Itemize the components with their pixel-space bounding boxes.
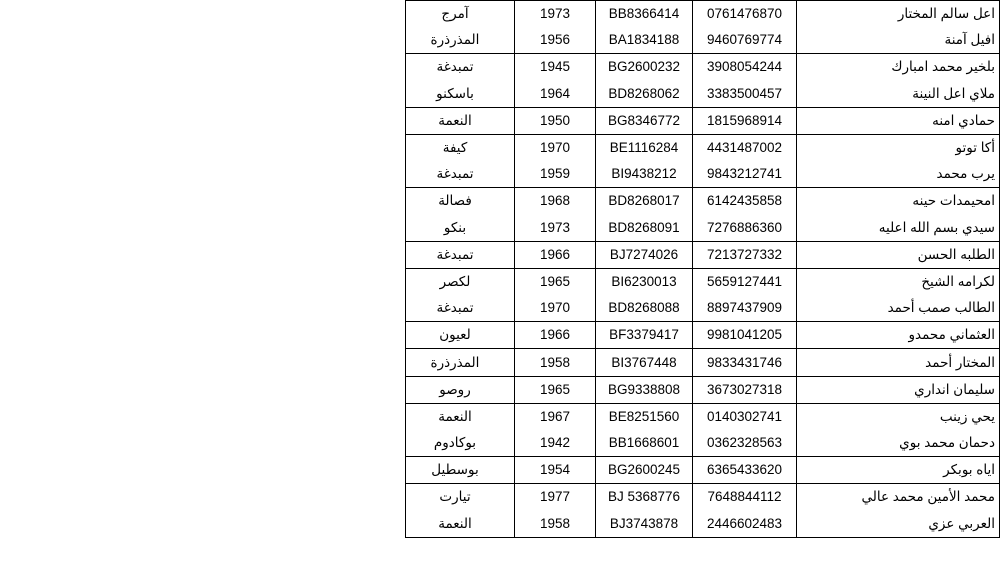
birth-year-cell[interactable]: 1977 [515,484,596,511]
national-id-cell[interactable]: 7648844112 [693,484,797,511]
national-id-cell[interactable]: 4431487002 [693,134,797,161]
birth-year-cell[interactable]: 1970 [515,134,596,161]
city-cell[interactable]: لكصر [406,268,515,295]
passport-number-cell[interactable]: BI3767448 [596,349,693,376]
pilgrims-table [405,0,1000,538]
full-name-cell[interactable]: أكا توتو [797,134,1000,161]
passport-number-cell[interactable]: BF3379417 [596,322,693,349]
table-row [406,295,1000,322]
national-id-cell[interactable]: 7276886360 [693,215,797,242]
passport-number-cell[interactable]: BE1116284 [596,134,693,161]
passport-number-cell[interactable]: BG2600232 [596,54,693,81]
birth-year-cell[interactable]: 1945 [515,54,596,81]
city-cell[interactable]: روصو [406,376,515,403]
table-row [406,241,1000,268]
passport-number-cell[interactable]: BA1834188 [596,27,693,54]
city-cell[interactable]: تيارت [406,484,515,511]
passport-number-cell[interactable]: BD8268062 [596,81,693,108]
city-cell[interactable]: بوكادوم [406,430,515,457]
passport-number-cell[interactable]: BB1668601 [596,430,693,457]
full-name-cell[interactable]: افيل آمنة [797,27,1000,54]
national-id-cell[interactable]: 9460769774 [693,27,797,54]
city-cell[interactable]: كيفة [406,134,515,161]
passport-number-cell[interactable]: BG2600245 [596,457,693,484]
national-id-cell[interactable]: 6142435858 [693,188,797,215]
national-id-cell[interactable]: 2446602483 [693,511,797,538]
city-cell[interactable]: النعمة [406,403,515,430]
table-row [406,54,1000,81]
table-row [406,161,1000,188]
full-name-cell[interactable]: العثماني محمدو [797,322,1000,349]
birth-year-cell[interactable]: 1954 [515,457,596,484]
birth-year-cell[interactable]: 1968 [515,188,596,215]
birth-year-cell[interactable]: 1950 [515,107,596,134]
table-body [406,1,1000,538]
table-row [406,349,1000,376]
full-name-cell[interactable]: الطالب صمب أحمد [797,295,1000,322]
full-name-cell[interactable]: يرب محمد [797,161,1000,188]
national-id-cell[interactable]: 3908054244 [693,54,797,81]
full-name-cell[interactable]: سليمان انداري [797,376,1000,403]
passport-number-cell[interactable]: BJ3743878 [596,511,693,538]
passport-number-cell[interactable]: BJ7274026 [596,241,693,268]
full-name-cell[interactable]: الطلبه الحسن [797,241,1000,268]
passport-number-cell[interactable]: BJ 5368776 [596,484,693,511]
table-row [406,457,1000,484]
national-id-cell[interactable]: 0140302741 [693,403,797,430]
table-row [406,430,1000,457]
city-cell[interactable]: تمبدغة [406,161,515,188]
table-row [406,511,1000,538]
city-cell[interactable]: المذرذرة [406,349,515,376]
table-row [406,134,1000,161]
city-cell[interactable]: لعيون [406,322,515,349]
national-id-cell[interactable]: 3673027318 [693,376,797,403]
birth-year-cell[interactable]: 1973 [515,215,596,242]
birth-year-cell[interactable]: 1956 [515,27,596,54]
birth-year-cell[interactable]: 1958 [515,511,596,538]
birth-year-cell[interactable]: 1958 [515,349,596,376]
birth-year-cell[interactable]: 1942 [515,430,596,457]
birth-year-cell[interactable]: 1966 [515,241,596,268]
passport-number-cell[interactable]: BI6230013 [596,268,693,295]
table-row [406,188,1000,215]
national-id-cell[interactable]: 3383500457 [693,81,797,108]
passport-number-cell[interactable]: BD8268091 [596,215,693,242]
table-row [406,27,1000,54]
full-name-cell[interactable]: امحيمدات حينه [797,188,1000,215]
national-id-cell[interactable]: 9833431746 [693,349,797,376]
national-id-cell[interactable]: 9981041205 [693,322,797,349]
full-name-cell[interactable]: المختار أحمد [797,349,1000,376]
national-id-cell[interactable]: 7213727332 [693,241,797,268]
national-id-cell[interactable]: 5659127441 [693,268,797,295]
full-name-cell[interactable]: بلخير محمد امبارك [797,54,1000,81]
table-row [406,322,1000,349]
national-id-cell[interactable]: 6365433620 [693,457,797,484]
city-cell[interactable]: آمرج [406,1,515,28]
passport-number-cell[interactable]: BI9438212 [596,161,693,188]
city-cell[interactable]: تمبدغة [406,241,515,268]
city-cell[interactable]: تمبدغة [406,295,515,322]
table-row [406,81,1000,108]
national-id-cell[interactable]: 9843212741 [693,161,797,188]
city-cell[interactable]: النعمة [406,511,515,538]
birth-year-cell[interactable]: 1965 [515,376,596,403]
birth-year-cell[interactable]: 1959 [515,161,596,188]
city-cell[interactable]: تمبدغة [406,54,515,81]
table-row [406,268,1000,295]
table-row [406,403,1000,430]
full-name-cell[interactable]: العربي عزي [797,511,1000,538]
national-id-cell[interactable]: 0761476870 [693,1,797,28]
full-name-cell[interactable]: حمادي امنه [797,107,1000,134]
city-cell[interactable]: المذرذرة [406,27,515,54]
passport-number-cell[interactable]: BE8251560 [596,403,693,430]
birth-year-cell[interactable]: 1967 [515,403,596,430]
full-name-cell[interactable]: اياه بوبكر [797,457,1000,484]
birth-year-cell[interactable]: 1973 [515,1,596,28]
national-id-cell[interactable]: 0362328563 [693,430,797,457]
table-row [406,376,1000,403]
passport-number-cell[interactable]: BD8268088 [596,295,693,322]
passport-number-cell[interactable]: BG9338808 [596,376,693,403]
table-row [406,107,1000,134]
full-name-cell[interactable]: لكرامه الشيخ [797,268,1000,295]
city-cell[interactable]: بنكو [406,215,515,242]
city-cell[interactable]: النعمة [406,107,515,134]
city-cell[interactable]: فصالة [406,188,515,215]
national-id-cell[interactable]: 1815968914 [693,107,797,134]
birth-year-cell[interactable]: 1964 [515,81,596,108]
city-cell[interactable]: باسكنو [406,81,515,108]
passport-number-cell[interactable]: BD8268017 [596,188,693,215]
full-name-cell[interactable]: ملاي اعل النينة [797,81,1000,108]
full-name-cell[interactable]: سيدي بسم الله اعليه [797,215,1000,242]
full-name-cell[interactable]: دحمان محمد بوي [797,430,1000,457]
passport-number-cell[interactable]: BG8346772 [596,107,693,134]
table-row [406,215,1000,242]
birth-year-cell[interactable]: 1966 [515,322,596,349]
birth-year-cell[interactable]: 1970 [515,295,596,322]
birth-year-cell[interactable]: 1965 [515,268,596,295]
table-row [406,1,1000,28]
full-name-cell[interactable]: يحي زينب [797,403,1000,430]
full-name-cell[interactable]: اعل سالم المختار [797,1,1000,28]
passport-number-cell[interactable]: BB8366414 [596,1,693,28]
table-row [406,484,1000,511]
national-id-cell[interactable]: 8897437909 [693,295,797,322]
city-cell[interactable]: بوسطيل [406,457,515,484]
full-name-cell[interactable]: محمد الأمين محمد عالي [797,484,1000,511]
spreadsheet-area [405,0,999,538]
